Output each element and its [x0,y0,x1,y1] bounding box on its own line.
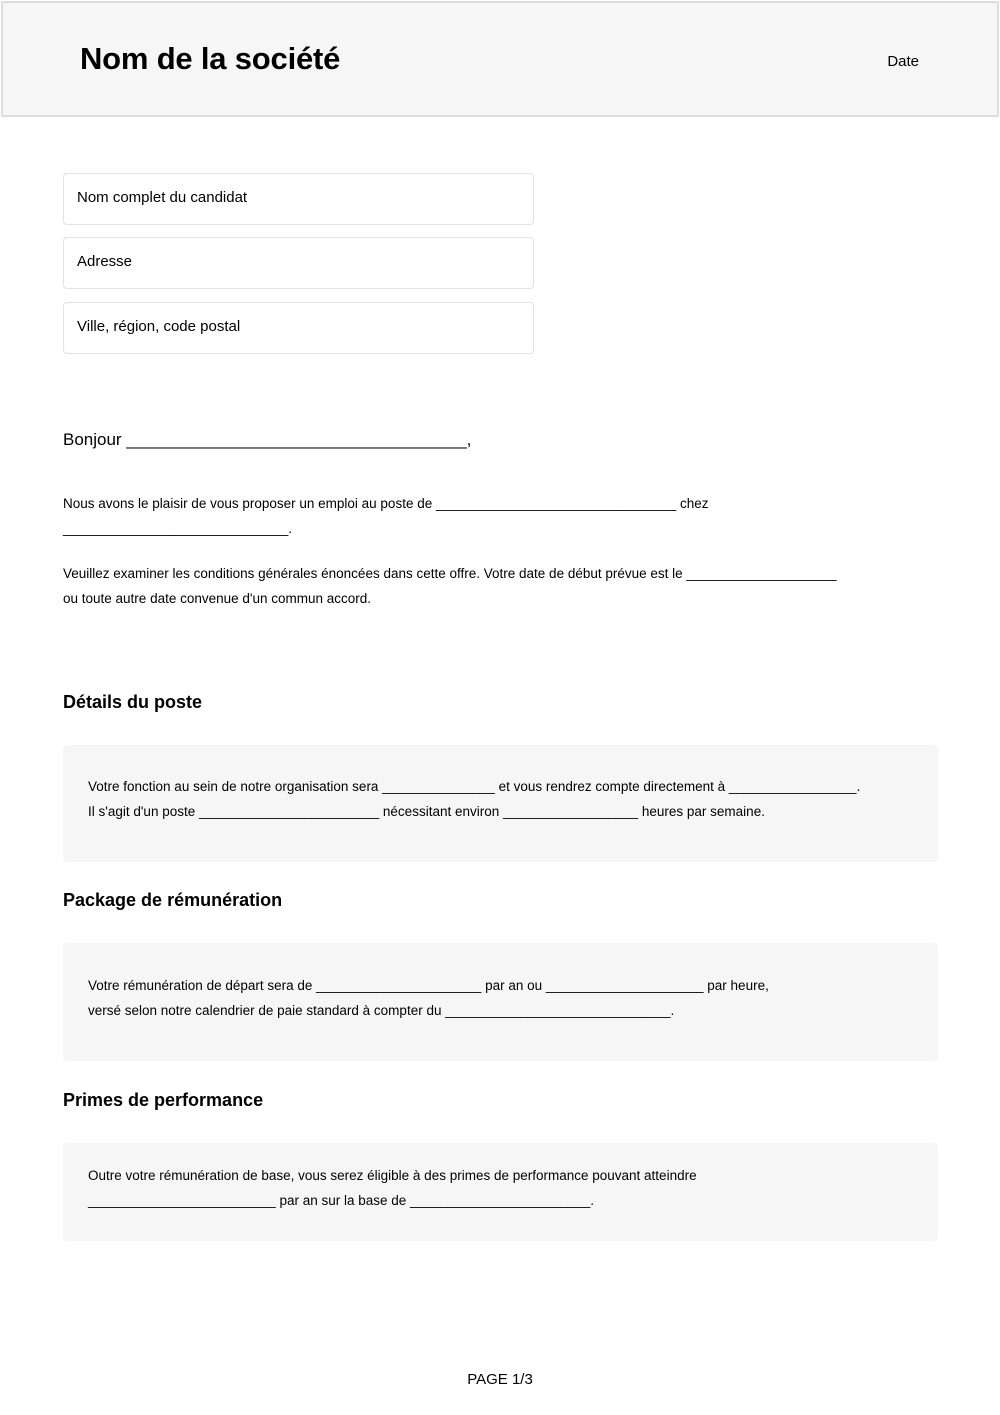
section-title-remuneration: Package de rémunération [63,890,283,910]
poste-line-1: Votre fonction au sein de notre organisation sera _______________ et vous rendrez compte directement à _________________. [88,779,861,794]
section-box-remuneration [63,943,938,1061]
city-field[interactable]: Ville, région, code postal [63,302,534,354]
offer-line-1: Nous avons le plaisir de vous proposer un emploi au poste de ________________________________ chez [63,496,709,511]
section-box-poste [63,745,938,862]
company-name: Nom de la société [80,41,341,76]
candidate-name-field[interactable]: Nom complet du candidat [63,173,534,225]
greeting-line: Bonjour ____________________________________, [63,430,472,449]
primes-line-2: _________________________ par an sur la base de ________________________. [88,1193,594,1208]
poste-line-2: Il s'agit d'un poste ________________________ nécessitant environ __________________ heures par semaine. [88,804,765,819]
primes-line-1: Outre votre rémunération de base, vous serez éligible à des primes de performance pouvant atteindre [88,1168,697,1183]
terms-line-2: ou toute autre date convenue d'un commun accord. [63,591,372,606]
terms-line-1: Veuillez examiner les conditions générales énoncées dans cette offre. Votre date de début prévue est le ____________________ [63,566,837,581]
date-label: Date [887,53,919,70]
section-title-poste: Détails du poste [63,692,203,712]
offer-line-2: ______________________________. [63,521,292,536]
address-field[interactable]: Adresse [63,237,534,289]
remuneration-line-1: Votre rémunération de départ sera de ______________________ par an ou _____________________ par heure, [88,978,769,993]
section-box-primes [63,1143,938,1241]
document-header [1,1,999,117]
section-title-primes: Primes de performance [63,1090,264,1110]
remuneration-line-2: versé selon notre calendrier de paie standard à compter du ______________________________. [88,1003,675,1018]
page-number: PAGE 1/3 [467,1371,533,1388]
